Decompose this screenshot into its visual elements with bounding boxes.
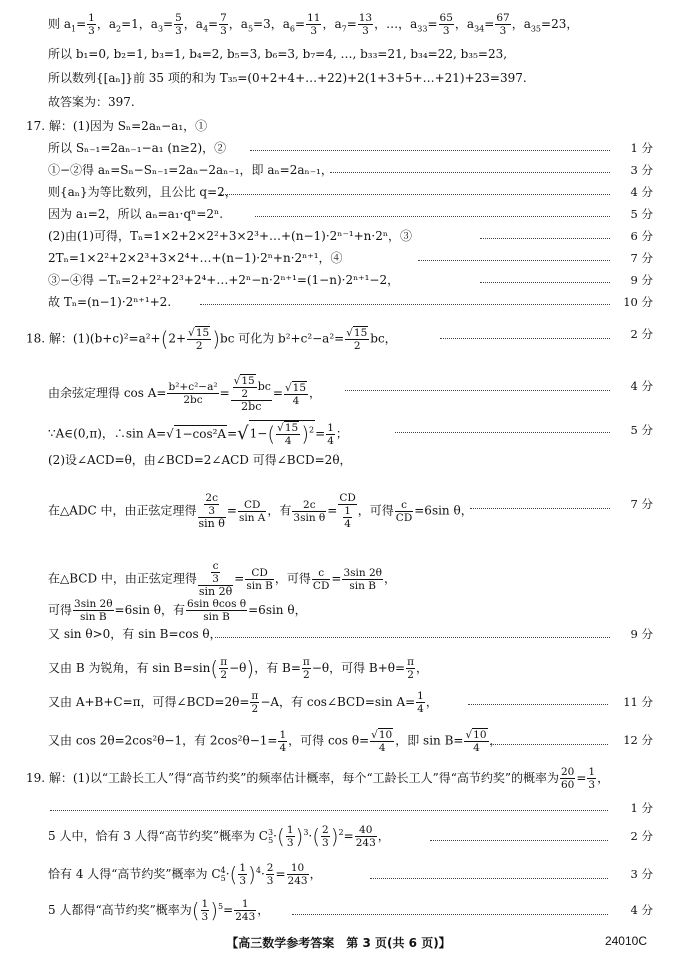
score: 4 分 <box>630 185 653 199</box>
fraction: $\frac{√15}{2}$ <box>346 327 368 352</box>
text: bc， <box>370 331 397 346</box>
text: 在△BCD 中，由正弦定理得 <box>48 571 197 586</box>
fraction: $\frac{√15}{4}$ <box>284 381 307 407</box>
q18-line-9: 又由 B 为锐角，有 sin B=sin( $\frac{\pi}{2}$ −θ)，有 B= $\frac{\pi}{2}$ −θ，可得 B+θ= $\frac{\pi}{2}$ ， <box>48 656 428 681</box>
score: 3 分 <box>630 867 653 881</box>
text: ， <box>257 903 270 917</box>
q19-line-1: 19. 解：(1)以“工龄长工人”得“高节约奖”的频率估计概率，每个“工龄长工人”得“高节约奖”的概率为 $\frac{20}{60}$ = $\frac{1}{3}$ ， <box>26 766 610 791</box>
fraction: $\frac{11}{3}$ <box>307 12 321 37</box>
fraction: $\frac{40}{243}$ <box>355 824 376 849</box>
text: 19. 解：(1)以“工龄长工人”得“高节约奖”的频率估计概率，每个“工龄长工人”得“高节约奖”的概率为 <box>26 771 559 785</box>
score: 10 分 <box>623 295 653 309</box>
text: 可得 <box>48 603 73 617</box>
q18-line-10 <box>48 690 438 715</box>
leader-dots <box>490 744 608 745</box>
leader-dots <box>480 282 610 283</box>
fraction: $\frac{1}{243}$ <box>235 898 256 923</box>
q18-line-8: 又 sin θ>0，有 sin B=cos θ， <box>48 627 222 641</box>
q18-line-5: 在△ADC 中，由正弦定理得 $\frac{\frac{2c}{3}}{\text{sin θ}}$ = $\frac{CD}{\text{sin A}}$ ，有 $\frac{2c}{\text{3sin θ}}$ = $\frac{CD}{\frac{1}{4}}$ ，可得 $\frac{c}{CD}$ =6sin θ， <box>48 492 473 530</box>
text: ， <box>425 695 438 709</box>
leader-dots <box>418 260 610 261</box>
leader-dots <box>480 238 610 239</box>
fraction: $\frac{\pi}{2}$ <box>251 690 259 715</box>
leader-dots <box>330 172 610 173</box>
score: 11 分 <box>623 695 653 709</box>
fraction: $\frac{1}{4}$ <box>327 421 334 447</box>
leader-dots <box>292 914 608 915</box>
fraction: $\frac{√10}{4}$ <box>465 729 487 754</box>
leader-dots <box>370 878 608 879</box>
q17-line-1: 17. 解：(1)因为 Sₙ=2aₙ−a₁，① <box>26 119 208 133</box>
fraction: $\frac{\text{6sin θcos θ}}{\text{sin B}}$ <box>187 598 247 623</box>
fraction: $\frac{\pi}{2}$ <box>407 656 414 681</box>
text: −A，有 cos∠BCD=sin A= <box>260 695 416 709</box>
text: 由余弦定理得 cos A= <box>48 386 167 400</box>
score: 4 分 <box>630 903 653 917</box>
text: =6sin θ， <box>414 503 473 518</box>
text: ，有 <box>267 503 292 518</box>
line-answer: 故答案为：397. <box>48 95 135 109</box>
text: ，可得 <box>357 503 394 518</box>
leader-dots <box>215 637 610 638</box>
text: ，可得 <box>274 571 311 586</box>
q19-line-4: 5 人都得“高节约奖”概率为( $\frac{1}{3}$ )$^5$= $\frac{1}{243}$ ， <box>48 898 270 923</box>
fraction: $\frac{c}{CD}$ <box>312 566 330 592</box>
leader-dots <box>50 810 608 811</box>
fraction: $\frac{√15}{2}$ bc 2bc <box>231 374 272 413</box>
text: ， <box>415 661 428 675</box>
text: −θ，可得 B+θ= <box>311 661 406 675</box>
q17-line-8: ③−④得 −Tₙ=2+2²+2³+2⁴+…+2ⁿ−n·2ⁿ⁺¹=(1−n)·2ⁿ⁺¹−2， <box>48 273 400 287</box>
leader-dots <box>440 338 610 339</box>
text: ，可得 cos θ= <box>288 733 370 748</box>
score: 1 分 <box>630 801 653 815</box>
q18-line-4: (2)设∠ACD=θ，由∠BCD=2∠ACD 可得∠BCD=2θ， <box>48 453 352 467</box>
fraction: $\frac{67}{3}$ <box>496 12 510 37</box>
text: 又由 cos 2θ=2cos²θ−1，有 2cos²θ−1= <box>48 733 278 748</box>
text: ，即 sin B= <box>395 733 464 748</box>
text: ， <box>309 867 322 881</box>
text: ， <box>489 733 502 748</box>
line-b-values: 所以 b₁=0, b₂=1, b₃=1, b₄=2, b₅=3, b₆=3, b₇=4, …, b₃₃=21, b₃₄=22, b₃₅=23, <box>48 47 508 61</box>
text: ， <box>383 571 396 586</box>
q18-line-7 <box>48 598 307 623</box>
q17-line-2: 所以 Sₙ₋₁=2aₙ₋₁−a₁ (n≥2)，② <box>48 141 227 155</box>
q19-line-3: 恰有 4 人得“高节约奖”概率为 $C^4_5\cdot$( $\frac{1}{3}$ )$^4$· $\frac{2}{3}$ = $\frac{10}{243}$ ， <box>48 862 322 887</box>
fraction: $\frac{1}{3}$ <box>588 766 596 791</box>
fraction: $\frac{√15}{2}$ <box>188 327 210 352</box>
fraction: $\frac{\pi}{2}$ <box>220 656 228 681</box>
text: =6sin θ， <box>248 603 307 617</box>
q18-line-11 <box>48 728 502 754</box>
fraction: $\frac{\frac{c}{3}}{\sin 2\theta}$ <box>198 560 233 598</box>
score: 9 分 <box>630 627 653 641</box>
score: 2 分 <box>630 327 653 341</box>
q17-line-5: 因为 a₁=2，所以 aₙ=a₁·qⁿ=2ⁿ. <box>48 207 224 221</box>
leader-dots <box>250 150 610 151</box>
score: 7 分 <box>630 251 653 265</box>
fraction: $\frac{CD}{\frac{1}{4}}$ <box>339 492 356 530</box>
fraction: $\frac{2c}{\text{3sin θ}}$ <box>293 498 326 524</box>
fraction: $\frac{\frac{2c}{3}}{\text{sin θ}}$ <box>198 492 225 530</box>
fraction: $\frac{65}{3}$ <box>439 12 453 37</box>
score: 5 分 <box>630 207 653 221</box>
q17-line-6: (2)由(1)可得，Tₙ=1×2+2×2²+3×2³+…+(n−1)·2ⁿ⁻¹+n·2ⁿ，③ <box>48 229 413 243</box>
fraction: $\frac{13}{3}$ <box>358 12 373 37</box>
score: 5 分 <box>630 423 653 437</box>
leader-dots <box>200 304 610 305</box>
score: 3 分 <box>630 163 653 177</box>
text: 又由 A+B+C=π，可得∠BCD=2θ= <box>48 695 250 709</box>
text: ，有 B= <box>254 661 301 675</box>
fraction: $\frac{10}{243}$ <box>287 862 308 887</box>
text: ∵A∈(0,π)，∴sin A= <box>48 426 167 441</box>
text: ， <box>377 829 390 843</box>
line-a-values: 则 $a_1=$ $\frac{1}{3}$ ，$a_2=1$，$a_3=$ $\frac{5}{3}$ ，$a_4=$ $\frac{7}{3}$ ，$a_5=3$，$a_6=$ $\frac{11}{3}$ ，$a_7=$ $\frac{13}{3}$ ，…，$a_{33}=$ $\frac{65}{3}$ ，$a_{34}=$ $\frac{67}{3}$ ，$a_{35}=23$， <box>48 12 579 37</box>
fraction: $\frac{3\sin 2\theta}{\text{sin B}}$ <box>343 566 382 592</box>
text: 18. 解：(1)(b+c)²=a²+ <box>26 331 161 346</box>
text: bc 可化为 b²+c²−a²= <box>220 331 345 346</box>
fraction: $\frac{\pi}{2}$ <box>302 656 310 681</box>
q18-line-3: ∵A∈(0,π)，∴sin A=√1−cos²A=√1−( $\frac{√15}{4}$ )$^2$= $\frac{1}{4}$ ； <box>48 421 348 447</box>
leader-dots <box>220 194 610 195</box>
text: 又由 B 为锐角，有 sin B=sin <box>48 661 211 675</box>
fraction: $\frac{3\sin 2\theta}{\text{sin B}}$ <box>74 598 113 623</box>
q18-line-6: 在△BCD 中，由正弦定理得 $\frac{\frac{c}{3}}{\sin 2\theta}$ = $\frac{CD}{\text{sin B}}$ ，可得 $\frac{c}{CD}$ = $\frac{3\sin 2\theta}{\text{sin B}}$ ， <box>48 560 396 598</box>
text: =6sin θ，有 <box>114 603 186 617</box>
text: 则 <box>48 17 61 31</box>
text: 5 人都得“高节约奖”概率为 <box>48 903 192 917</box>
leader-dots <box>395 432 610 433</box>
fraction: $\frac{\text{b²+c²−a²}}{2bc}$ <box>168 381 218 406</box>
line-sum: 所以数列{[aₙ]}前 35 项的和为 T₃₅=(0+2+4+…+22)+2(1+3+5+…+21)+23=397. <box>48 71 527 85</box>
doc-code: 24010C <box>604 934 647 948</box>
leader-dots <box>468 704 608 705</box>
q17-line-9: 故 Tₙ=(n−1)·2ⁿ⁺¹+2. <box>48 295 172 309</box>
q18-line-1: 18. 解：(1)(b+c)²=a²+(2+ $\frac{√15}{2}$ )bc 可化为 b²+c²−a²= $\frac{√15}{2}$ bc， <box>26 327 397 352</box>
score: 6 分 <box>630 229 653 243</box>
fraction: $\frac{5}{3}$ <box>175 12 182 37</box>
score: 1 分 <box>630 141 653 155</box>
fraction: $\frac{20}{60}$ <box>560 766 575 791</box>
fraction: $\frac{CD}{\text{sin A}}$ <box>238 498 266 524</box>
score: 7 分 <box>630 497 653 511</box>
fraction: $\frac{√10}{4}$ <box>371 729 393 754</box>
q17-line-4: 则{aₙ}为等比数列，且公比 q=2， <box>48 185 237 199</box>
fraction: $\frac{c}{CD}$ <box>395 498 413 524</box>
fraction: $\frac{7}{3}$ <box>220 12 227 37</box>
fraction: $\frac{CD}{\text{sin B}}$ <box>246 566 273 592</box>
score: 4 分 <box>630 379 653 393</box>
leader-dots <box>345 390 610 391</box>
text: 5 人中，恰有 3 人得“高节约奖”概率为 C <box>48 829 268 843</box>
q17-line-3: ①−②得 aₙ=Sₙ−Sₙ₋₁=2aₙ−2aₙ₋₁，即 aₙ=2aₙ₋₁， <box>48 163 333 177</box>
fraction: $\frac{1}{3}$ <box>88 12 95 37</box>
q17-line-7: 2Tₙ=1×2²+2×2³+3×2⁴+…+(n−1)·2ⁿ+n·2ⁿ⁺¹，④ <box>48 251 343 265</box>
leader-dots <box>470 508 610 509</box>
q18-line-2: 由余弦定理得 cos A= $\frac{\text{b²+c²−a²}}{2bc}$ = $\frac{√15}{2}$ bc 2bc = $\frac{√15}{4}$ ， <box>48 375 322 413</box>
text: 恰有 4 人得“高节约奖”概率为 C <box>48 867 221 881</box>
leader-dots <box>430 840 608 841</box>
leader-dots <box>255 216 610 217</box>
score: 12 分 <box>623 733 653 747</box>
q19-line-2: 5 人中，恰有 3 人得“高节约奖”概率为 $C^3_5\cdot$( $\frac{1}{3}$ )$^3$·( $\frac{2}{3}$ )$^2$= $\frac{40}{243}$ ， <box>48 824 390 849</box>
score: 2 分 <box>630 829 653 843</box>
fraction: $\frac{1}{4}$ <box>279 728 287 754</box>
fraction: $\frac{1}{4}$ <box>417 690 424 715</box>
page-footer: 【高三数学参考答案 第 3 页(共 6 页)】 <box>226 936 451 950</box>
text: ， <box>597 771 610 785</box>
text: 在△ADC 中，由正弦定理得 <box>48 503 197 518</box>
score: 9 分 <box>630 273 653 287</box>
